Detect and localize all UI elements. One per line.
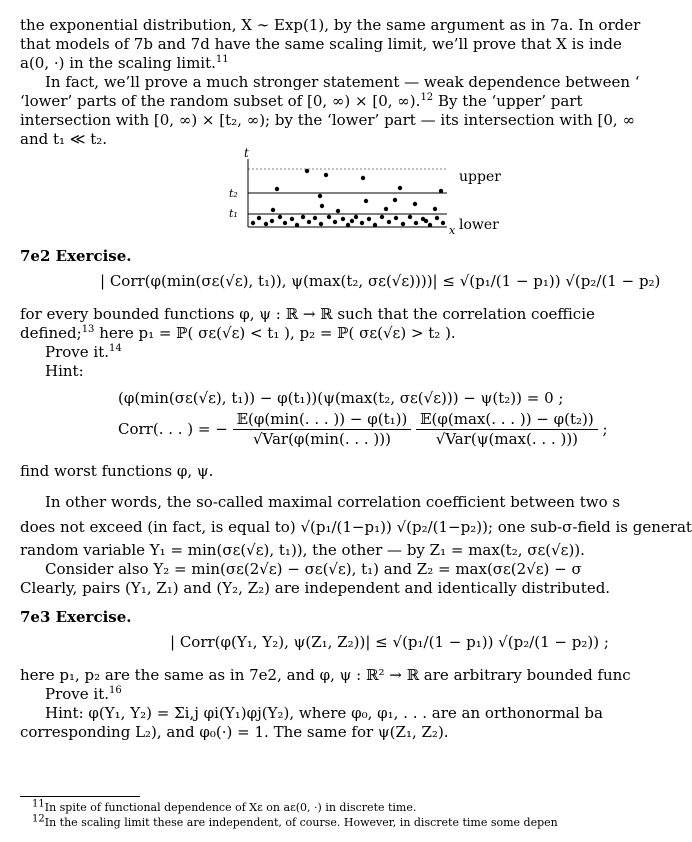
- text-span: ‘lower’ parts of the random subset of [0, ∞) × [0, ∞).: [20, 92, 421, 110]
- text-line: In fact, we’ll prove a much stronger statement — weak dependence between ‘: [45, 73, 640, 91]
- footnote-number: 12: [32, 813, 45, 825]
- equation: | Corr(φ(min(σε(√ε), t₁)), ψ(max(t₂, σε(√ε))))| ≤ √(p₁/(1 − p₁)) √(p₂/(1 − p₂): [100, 272, 661, 290]
- lower-points: [251, 215, 445, 227]
- text-span: defined;: [20, 324, 82, 342]
- text-line: and t₁ ≪ t₂.: [20, 130, 108, 148]
- equation-end: ;: [602, 420, 608, 438]
- t-axis-label: t: [244, 146, 249, 160]
- t1-label: t₁: [229, 207, 238, 220]
- fraction-numerator: 𝔼(φ(max(. . . )) − φ(t₂)): [416, 410, 598, 430]
- text-span: Prove it.: [45, 685, 110, 703]
- exercise-heading: 7e3 Exercise.: [20, 608, 132, 626]
- text-span: By the ‘upper’ part: [433, 92, 583, 110]
- text-span: a(0, ·) in the scaling limit.: [20, 54, 216, 72]
- fraction-numerator: 𝔼(φ(min(. . . )) − φ(t₁)): [233, 410, 412, 430]
- text-line: [20, 54, 595, 73]
- footnote: [20, 800, 595, 815]
- text-line: the exponential distribution, X ∼ Exp(1), by the same argument as in 7a. In order: [20, 16, 641, 34]
- text-line: random variable Y₁ = min(σε(√ε), t₁)), the other — by Z₁ = max(t₂, σε(√ε)).: [20, 541, 585, 559]
- footnote-marker[interactable]: 12: [420, 92, 434, 103]
- text-span: Prove it.: [45, 343, 110, 361]
- text-line: that models of 7b and 7d have the same scaling limit, we’ll prove that X is inde: [20, 35, 622, 53]
- footnote-marker[interactable]: 13: [81, 324, 95, 335]
- text-line: [20, 92, 595, 111]
- text-line: does not exceed (in fact, is equal to) √(p₁/(1−p₁)) √(p₂/(1−p₂)); one sub-σ-field is generat: [20, 518, 692, 536]
- text-line: corresponding L₂), and φ₀(·) = 1. The same for ψ(Z₁, Z₂).: [20, 723, 449, 741]
- text-line: Hint:: [45, 362, 84, 380]
- x-axis-label: x: [449, 224, 456, 237]
- fraction: [416, 410, 598, 449]
- text-line: [20, 343, 595, 362]
- upper-label: upper: [459, 169, 501, 185]
- text-line: Hint: φ(Y₁, Y₂) = Σi,j φi(Y₁)φj(Y₂), where φ₀, φ₁, . . . are an orthonormal ba: [45, 704, 603, 722]
- fraction-denominator: √Var(φ(min(. . . ))): [252, 430, 391, 448]
- document-page: [20, 16, 692, 742]
- t2-label: t₂: [229, 187, 238, 200]
- random-set-plot: [225, 146, 525, 237]
- footnote: [20, 815, 595, 830]
- footnote-marker[interactable]: 14: [109, 343, 122, 354]
- equation: | Corr(φ(Y₁, Y₂), ψ(Z₁, Z₂))| ≤ √(p₁/(1 − p₁)) √(p₂/(1 − p₂)) ;: [170, 633, 609, 651]
- text-line: here p₁, p₂ are the same as in 7e2, and φ, ψ : ℝ² → ℝ are arbitrary bounded func: [20, 666, 631, 684]
- text-line: [20, 324, 595, 343]
- text-line: Consider also Y₂ = min(σε(2√ε) − σε(√ε), t₁) and Z₂ = max(σε(2√ε) − σ: [45, 560, 582, 578]
- text-line: find worst functions φ, ψ.: [20, 462, 214, 480]
- text-line: for every bounded functions φ, ψ : ℝ → ℝ such that the correlation coefficie: [20, 305, 595, 323]
- fraction-denominator: √Var(ψ(max(. . . ))): [435, 430, 579, 448]
- upper-lower-figure: [20, 146, 595, 237]
- correlation-equation: [20, 410, 608, 458]
- footnote-marker[interactable]: 16: [109, 685, 122, 696]
- equation: (φ(min(σε(√ε), t₁)) − φ(t₁))(ψ(max(t₂, σε(√ε))) − ψ(t₂)) = 0 ;: [118, 389, 564, 407]
- text-span: here p₁ = ℙ( σε(√ε) < t₁ ), p₂ = ℙ( σε(√ε) > t₂ ).: [94, 324, 456, 342]
- footnote-text: In spite of functional dependence of Xε on aε(0, ·) in discrete time.: [44, 801, 417, 814]
- text-line: [20, 685, 595, 704]
- text-line: Clearly, pairs (Y₁, Z₁) and (Y₂, Z₂) are independent and identically distributed.: [20, 579, 611, 597]
- text-line: intersection with [0, ∞) × [t₂, ∞); by the ‘lower’ part — its intersection with [0, ∞: [20, 111, 635, 129]
- footnotes: [20, 796, 595, 830]
- footnote-marker[interactable]: 11: [215, 54, 229, 65]
- exercise-heading: 7e2 Exercise.: [20, 247, 132, 265]
- footnote-rule: [20, 796, 140, 797]
- text-line: In other words, the so-called maximal correlation coefficient between two s: [45, 493, 621, 511]
- lower-label: lower: [459, 217, 499, 233]
- footnote-text: In the scaling limit these are independent, of course. However, in discrete time some depen: [44, 816, 558, 829]
- footnote-number: 11: [32, 798, 45, 810]
- equation-lhs: Corr(. . . ) = −: [118, 420, 228, 438]
- fraction: [233, 410, 412, 449]
- upper-points: [271, 169, 443, 213]
